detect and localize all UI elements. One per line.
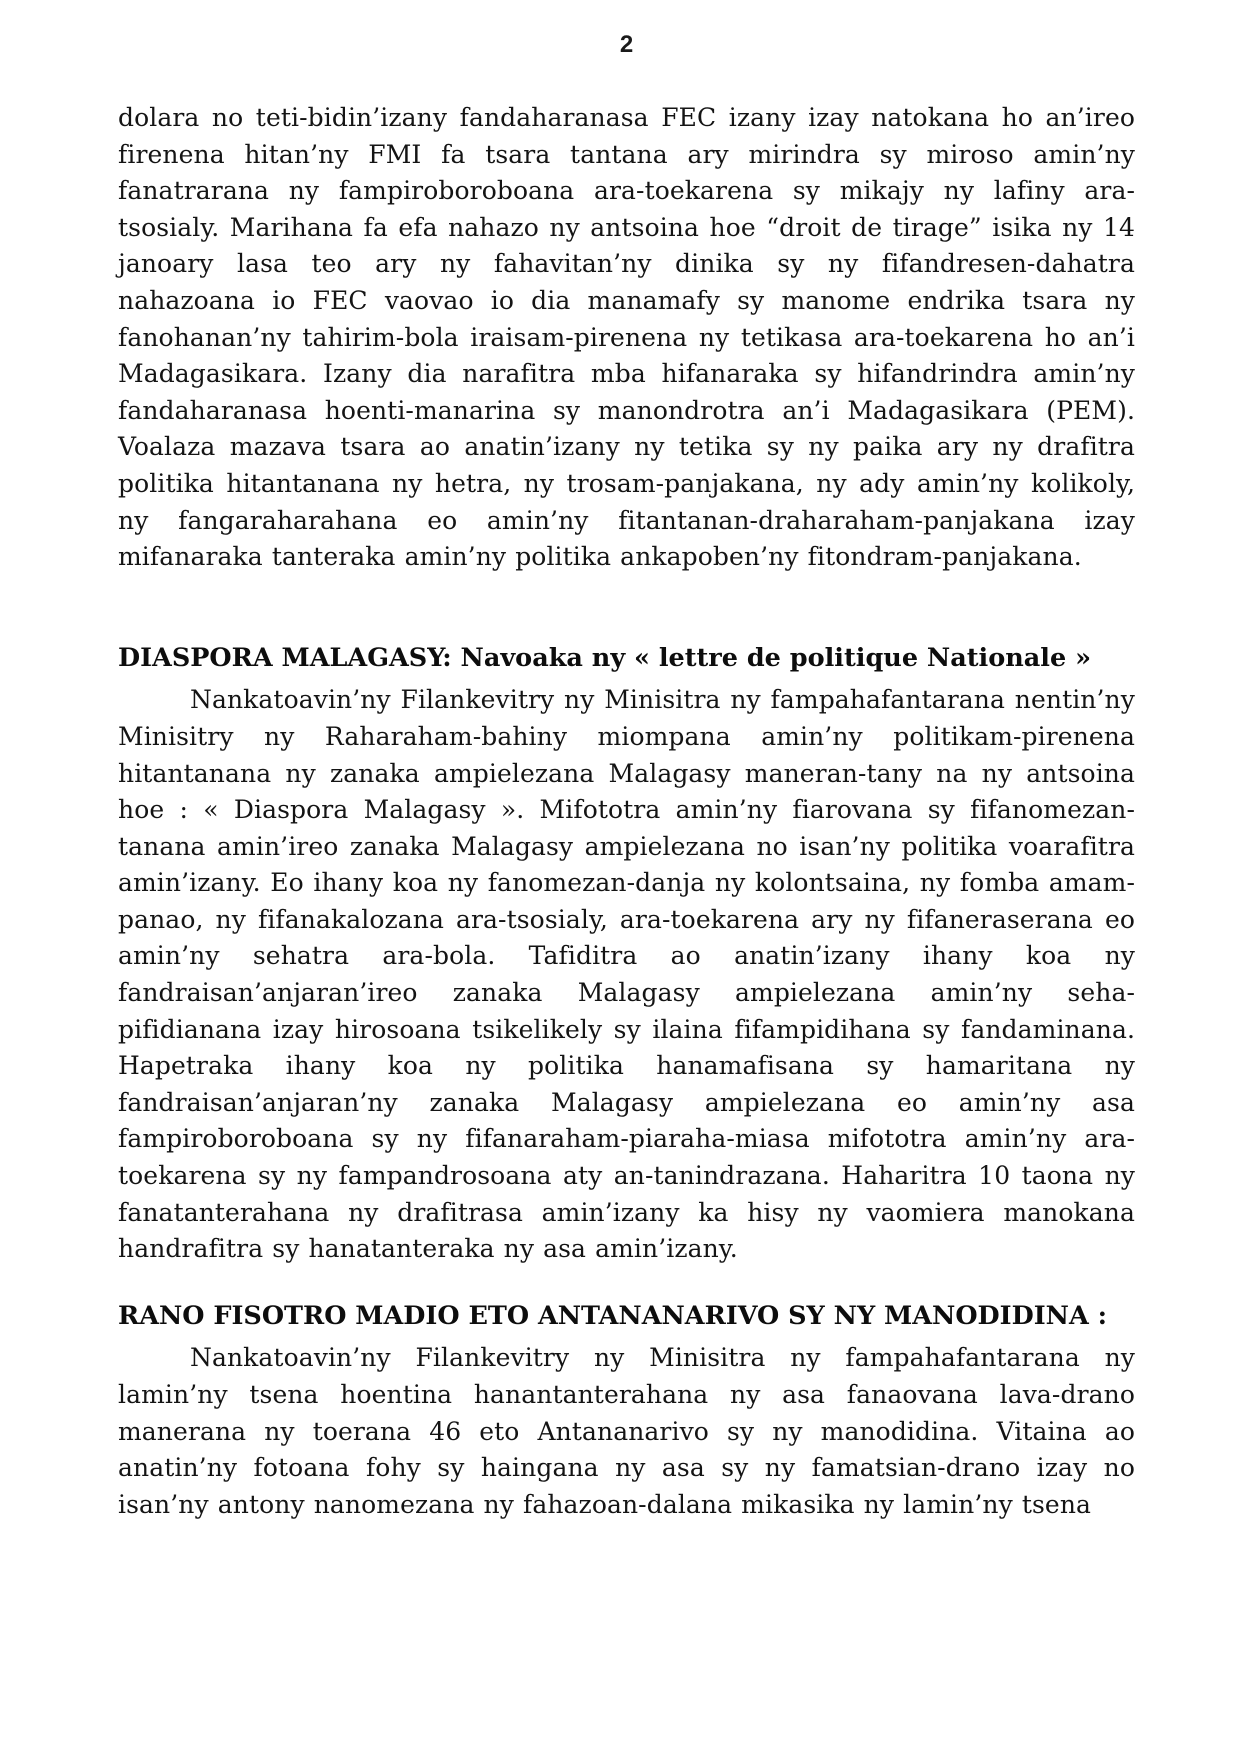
paragraph-diaspora-policy: Nankatoavin’ny Filankevitry ny Minisitra ny fampahafantarana nentin’ny Minisitry ny Raharaham-bahiny miompana amin’ny politikam-pirenena hitantanana ny zanaka ampielezana Malagasy maneran-tany na ny antsoina hoe : « Diaspora Malagasy ». Mifototra amin’ny fiarovana sy fifanomezan-tanana amin’ireo zanaka Malagasy ampielezana no isan’ny politika voarafitra amin’izany. Eo ihany koa ny fanomezan-danja ny kolontsaina, ny fomba amam-panao, ny fifanakalozana ara-tsosialy, ara-toekarena ary ny fifaneraserana eo amin’ny sehatra ara-bola. Tafiditra ao anatin’izany ihany koa ny fandraisan’anjaran’ireo zanaka Malagasy ampielezana amin’ny seha-pifidianana izay hirosoana tsikelikely sy ilaina fifampidihana sy fandaminana. Hapetraka ihany koa ny politika hanamafisana sy hamaritana ny fandraisan’anjaran’ny zanaka Malagasy ampielezana eo amin’ny asa fampiroboroboana sy ny fifanaraham-piaraha-miasa mifototra amin’ny ara-toekarena sy ny fampandrosoana aty an-tanindrazana. Haharitra 10 taona ny fanatanterahana ny drafitrasa amin’izany ka hisy ny vaomiera manokana handrafitra sy hanatanteraka ny asa amin’izany.	[118, 685, 1135, 1264]
paragraph-fec-program: dolara no teti-bidin’izany fandaharanasa FEC izany izay natokana ho an’ireo firenena hitan’ny FMI fa tsara tantana ary mirindra sy miroso amin’ny fanatrarana ny fampiroboroboana ara-toekarena sy mikajy ny lafiny ara-tsosialy. Marihana fa efa nahazo ny antsoina hoe “droit de tirage” isika ny 14 janoary lasa teo ary ny fahavitan’ny dinika sy ny fifandresen-dahatra nahazoana io FEC vaovao io dia manamafy sy manome endrika tsara ny fanohanan’ny tahirim-bola iraisam-pirenena ny tetikasa ara-toekarena ho an’i Madagasikara. Izany dia narafitra mba hifanaraka sy hifandrindra amin’ny fandaharanasa hoenti-manarina sy manondrotra an’i Madagasikara (PEM). Voalaza mazava tsara ao anatin’izany ny tetika sy ny paika ary ny drafitra politika hitantanana ny hetra, ny trosam-panjakana, ny ady amin’ny kolikoly, ny fangaraharahana eo amin’ny fitantanan-draharaham-panjakana izay mifanaraka tanteraka amin’ny politika ankapoben’ny fitondram-panjakana.	[118, 103, 1135, 572]
paragraph-water-supply: Nankatoavin’ny Filankevitry ny Minisitra ny fampahafantarana ny lamin’ny tsena hoentina hanantanterahana ny asa fanaovana lava-drano manerana ny toerana 46 eto Antananarivo sy ny manodidina. Vitaina ao anatin’ny fotoana fohy sy haingana ny asa sy ny famatsian-drano izay no isan’ny antony nanomezana ny fahazoan-dalana mikasika ny lamin’ny tsena	[118, 1343, 1135, 1519]
page-number: 2	[619, 31, 634, 58]
heading-rano-fisotro-madio: RANO FISOTRO MADIO ETO ANTANANARIVO SY NY MANODIDINA :	[118, 1300, 1108, 1331]
heading-diaspora-malagasy: DIASPORA MALAGASY: Navoaka ny « lettre de politique Nationale »	[118, 642, 1092, 673]
